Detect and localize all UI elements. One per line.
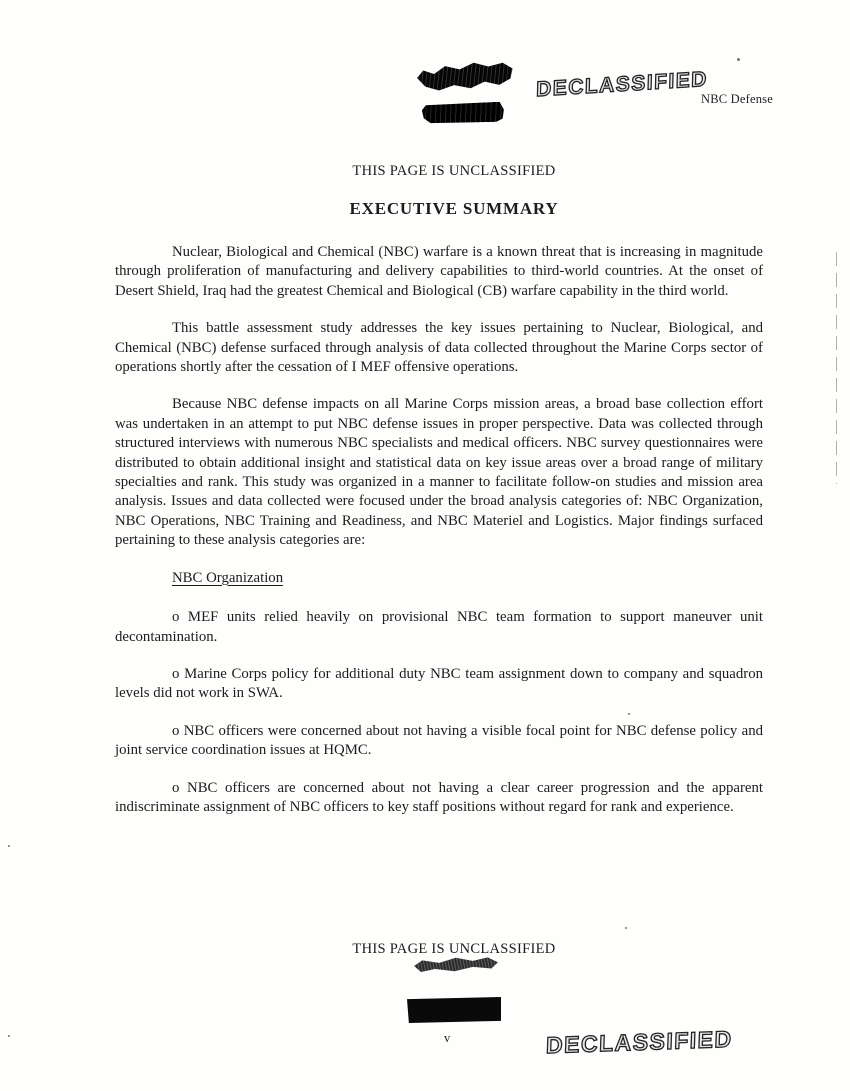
bullet-item: o Marine Corps policy for additional duty NBC team assignment down to company and squadron levels did not work in SWA. xyxy=(115,665,763,702)
page-title: EXECUTIVE SUMMARY xyxy=(349,199,559,218)
classification-banner-bottom: THIS PAGE IS UNCLASSIFIED xyxy=(352,941,556,957)
redaction-bar-top xyxy=(422,102,505,125)
scan-artifact-dot xyxy=(625,927,627,929)
declassified-stamp-bottom: DECLASSIFIED xyxy=(545,1025,734,1059)
bullet-item: o NBC officers are concerned about not having a clear career progression and the apparent indiscriminate assignment of NBC officers to key staff positions without regard for rank and experience. xyxy=(115,779,763,815)
page-number: v xyxy=(444,1031,451,1045)
bullet-item: o NBC officers were concerned about not having a visible focal point for NBC defense policy and joint service coordination issues at HQMC. xyxy=(115,722,763,759)
paragraph: Nuclear, Biological and Chemical (NBC) warfare is a known threat that is increasing in magnitude through proliferation of manufacturing and delivery capabilities to third-world countries. At the onset of Desert Shield, Iraq had the greatest Chemical and Biological (CB) warfare capability in the third world. xyxy=(115,244,763,299)
paragraph: Because NBC defense impacts on all Marine Corps mission areas, a broad base collection effort was undertaken in an attempt to put NBC defense issues in proper perspective. Data was collected through structured interviews with numerous NBC specialists and medical officers. NBC survey questionnaires were distributed to obtain additional insight and statistical data on key issue areas over a broad range of military specialties and rank. This study was organized in a manner to facilitate follow-on studies and mission area analysis. Issues and data collected were focused under the broad analysis categories of: NBC Organization, NBC Operations, NBC Training and Readiness, and NBC Materiel and Logistics. Major findings surfaced pertaining to these analysis categories are: xyxy=(115,396,763,549)
redaction-scribble-top xyxy=(416,59,514,94)
scan-artifact-dot xyxy=(628,713,630,715)
scan-artifact-dot xyxy=(737,58,740,61)
paragraph: This battle assessment study addresses the key issues pertaining to Nuclear, Biological, and Chemical (NBC) defense surfaced through analysis of data collected throughout the Marine Corps sector of operations shortly after the cessation of I MEF offensive operations. xyxy=(115,320,763,376)
scan-artifact-dot xyxy=(8,845,10,847)
section-heading xyxy=(115,569,763,588)
document-body xyxy=(115,243,763,835)
redaction-bar-bottom xyxy=(407,997,501,1023)
section-heading-label: NBC Organization xyxy=(172,569,284,586)
redaction-smudge-bottom xyxy=(414,956,498,974)
declassified-stamp-top: DECLASSIFIED xyxy=(535,67,709,102)
classification-banner-top: THIS PAGE IS UNCLASSIFIED xyxy=(352,163,556,179)
scan-artifact-dot xyxy=(8,1035,10,1037)
bullet-item: o MEF units relied heavily on provisional NBC team formation to support maneuver unit decontamination. xyxy=(115,609,763,645)
header-label: NBC Defense xyxy=(701,92,773,106)
scanline-artifact xyxy=(836,252,837,484)
